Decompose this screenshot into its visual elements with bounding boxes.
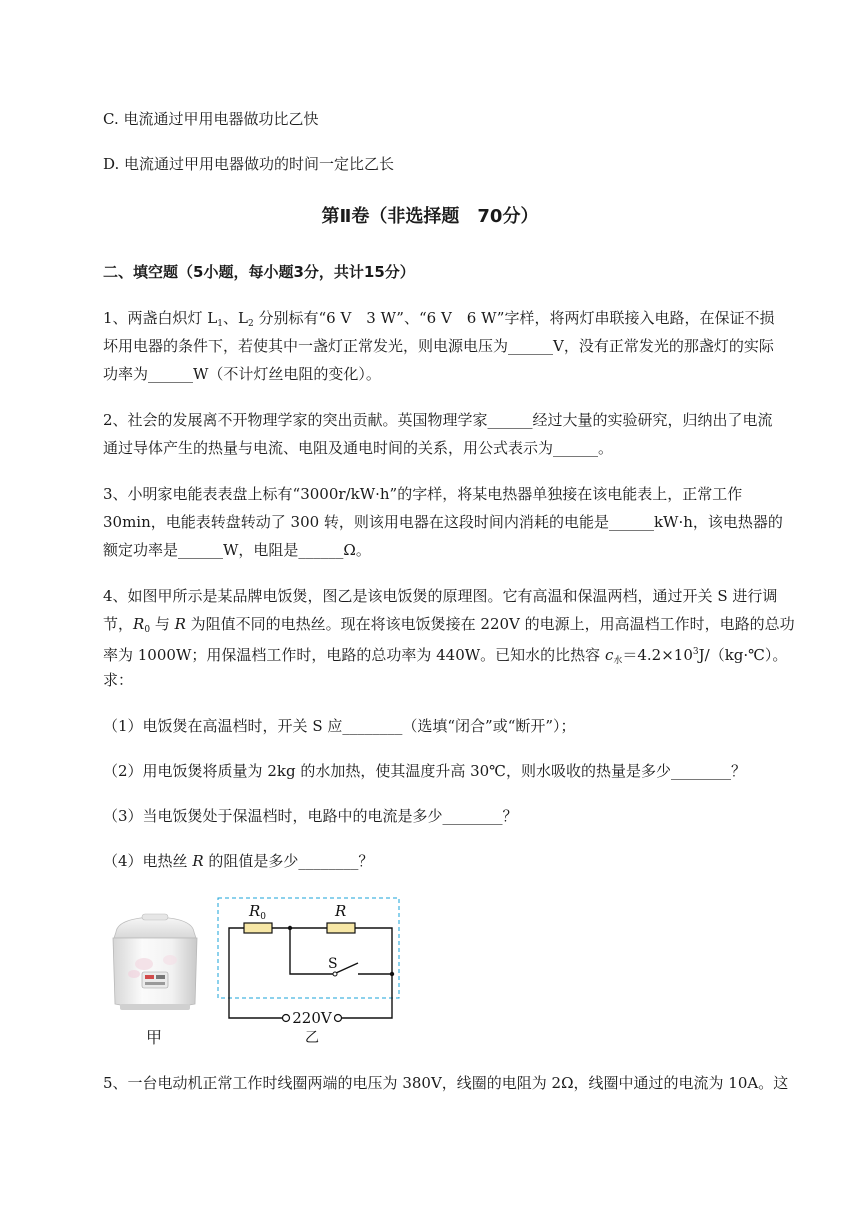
q4-sub3: （3）当电饭煲处于保温档时，电路中的电流是多少________？ <box>103 807 518 825</box>
q4-sub1: （1）电饭煲在高温档时，开关 S 应________（选填“闭合”或“断开”）； <box>103 717 576 735</box>
q4-line1: 4、如图甲所示是某品牌电饭煲，图乙是该电饭煲的原理图。它有高温和保温两档，通过开关 S 进行调 <box>103 587 778 605</box>
rice-cooker-image <box>104 912 206 1016</box>
r0-label: $R_0$ <box>249 902 267 922</box>
terminal-left <box>283 1015 290 1022</box>
q1-line2: 坏用电器的条件下，若使其中一盏灯正常发光，则电源电压为______V，没有正常发光的那盏灯的实际 <box>103 337 774 355</box>
voltage-label: 220V <box>292 1009 332 1027</box>
r-label: R <box>335 902 347 920</box>
resistor-r <box>327 923 355 933</box>
q4-line3: 率为 1000W；用保温档工作时，电路的总功率为 440W。已知水的比热容 $c_水=4.2\times 10^3J/(kg\cdot℃)$。 <box>103 646 788 666</box>
circuit-diagram <box>216 896 402 1046</box>
part-title: 第Ⅱ卷（非选择题 70分） <box>321 206 539 227</box>
q4-sub2: （2）用电饭煲将质量为 2kg 的水加热，使其温度升高 30℃，则水吸收的热量是多少________？ <box>103 762 746 780</box>
option-c: C. 电流通过甲用电器做功比乙快 <box>103 110 319 128</box>
q1-line3: 功率为______W（不计灯丝电阻的变化）。 <box>103 365 381 383</box>
section-title: 二、填空题（5小题，每小题3分，共计15分） <box>103 263 415 281</box>
q1-line1: 1、两盏白炽灯 $L_1$、$L_2$ 分别标有“6 V 3 W”、“6 V 6 W”字样，将两灯串联接入电路，在保证不损 <box>103 309 775 329</box>
resistor-r0 <box>244 923 272 933</box>
q4-line2: 节，$R_0$ 与 R 为阻值不同的电热丝。现在将该电饭煲接在 220V 的电源上，用高温档工作时，电路的总功 <box>103 615 795 635</box>
switch-pivot <box>333 972 337 976</box>
q5-line1: 5、一台电动机正常工作时线圈两端的电压为 380V，线圈的电阻为 2Ω，线圈中通过的电流为 10A。这 <box>103 1074 789 1092</box>
dashed-border <box>218 898 399 998</box>
q4-sub4: （4）电热丝 R 的阻值是多少________？ <box>103 852 374 870</box>
q3-line3: 额定功率是______W，电阻是______Ω。 <box>103 541 371 559</box>
figure-label-yi: 乙 <box>305 1030 319 1046</box>
switch-label: S <box>328 956 338 972</box>
terminal-right <box>335 1015 342 1022</box>
q3-line1: 3、小明家电能表表盘上标有“3000r/kW·h”的字样，将某电热器单独接在该电能表上，正常工作 <box>103 485 743 503</box>
q3-line2: 30min，电能表转盘转动了 300 转，则该用电器在这段时间内消耗的电能是______kW·h，该电热器的 <box>103 513 783 531</box>
q2-line1: 2、社会的发展离不开物理学家的突出贡献。英国物理学家______经过大量的实验研究，归纳出了电流 <box>103 411 773 429</box>
figure-label-jia: 甲 <box>146 1028 163 1047</box>
q2-line2: 通过导体产生的热量与电流、电阻及通电时间的关系，用公式表示为______。 <box>103 439 614 457</box>
junction-dot <box>288 926 292 930</box>
junction-dot <box>390 972 394 976</box>
option-d: D. 电流通过甲用电器做功的时间一定比乙长 <box>103 155 395 173</box>
q4-line4: 求： <box>103 671 134 689</box>
